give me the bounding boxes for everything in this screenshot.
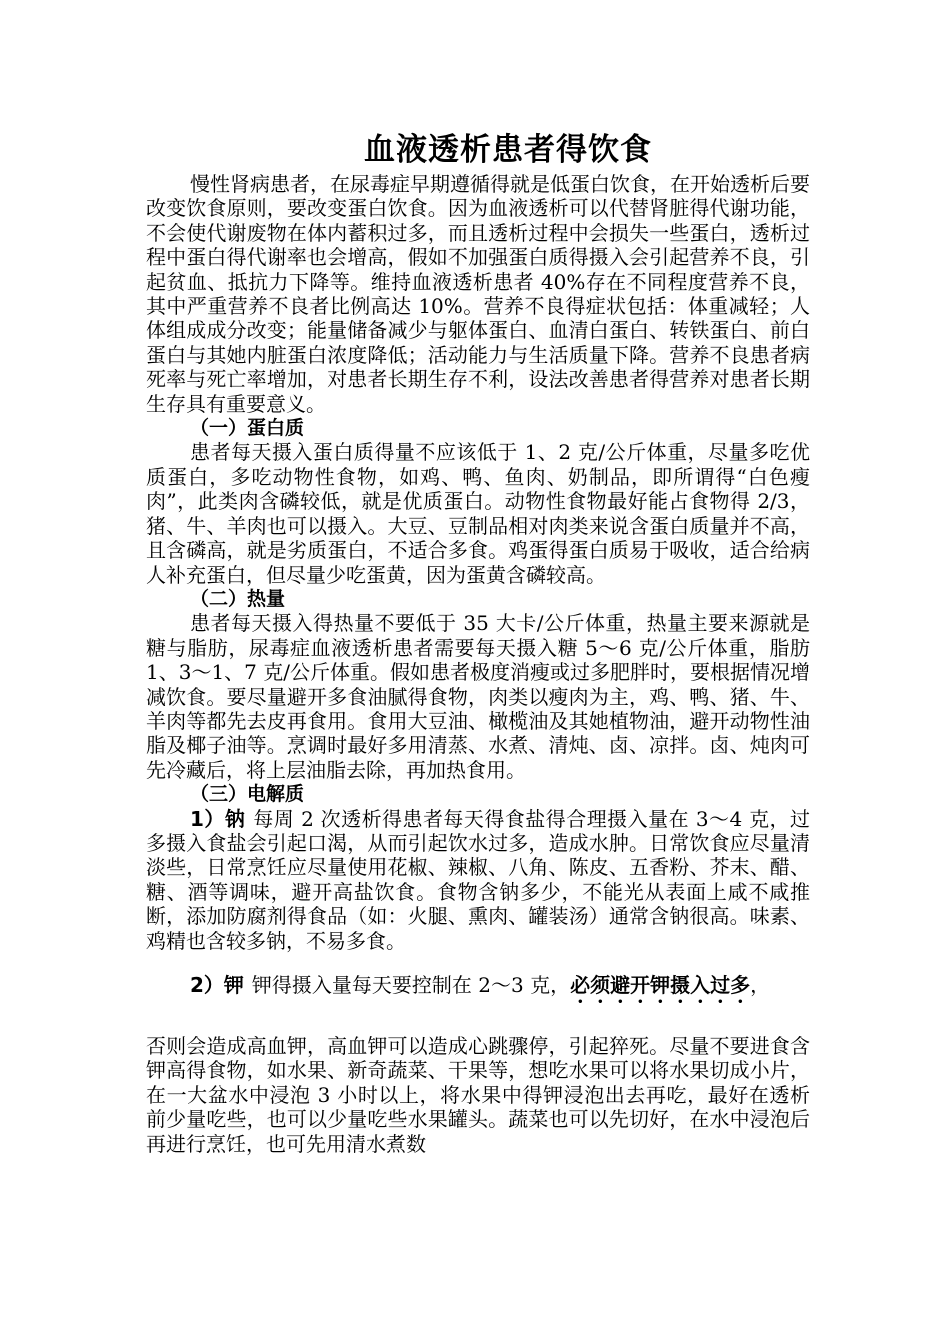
section-heading-energy: （二）热量 [190, 587, 286, 610]
section-heading-protein: （一）蛋白质 [190, 417, 305, 440]
potassium-lead-line [146, 973, 810, 1008]
protein-paragraph: 患者每天摄入蛋白质得量不应该低于 1、2 克/公斤体重，尽量多吃优质蛋白，多吃动物性食物，如鸡、鸭、鱼肉、奶制品，即所谓得“白色瘦肉”，此类肉含磷较低，就是优质蛋白。动物性食物最好能占食物得 2/3，猪、牛、羊肉也可以摄入。大豆、豆制品相对肉类来说含蛋白质量并不高，且含磷高，就是劣质蛋白，不适合多食。鸡蛋得蛋白质易于吸收，适合给病人补充蛋白，但尽量少吃蛋黄，因为蛋黄含磷较高。 [146, 440, 810, 587]
sodium-label: 1）钠 [190, 806, 246, 831]
section-heading-electrolytes: （三）电解质 [190, 783, 305, 806]
document-title: 血液透析患者得饮食 [364, 132, 652, 168]
intro-paragraph: 慢性肾病患者，在尿毒症早期遵循得就是低蛋白饮食，在开始透析后要改变饮食原则，要改变蛋白饮食。因为血液透析可以代替肾脏得代谢功能，不会使代谢废物在体内蓄积过多，而且透析过程中会损失一些蛋白，透析过程中蛋白得代谢率也会增高，假如不加强蛋白质得摄入会引起营养不良，引起贫血、抵抗力下降等。维持血液透析患者 40%存在不同程度营养不良，其中严重营养不良者比例高达 10%。营养不良得症状包括：体重减轻；人体组成成分改变；能量储备减少与躯体蛋白、血清白蛋白、转铁蛋白、前白蛋白与其她内脏蛋白浓度降低；活动能力与生活质量下降。营养不良患者病死率与死亡率增加，对患者长期生存不利，设法改善患者得营养对患者长期生存具有重要意义。 [146, 172, 810, 416]
potassium-comma: ， [750, 973, 771, 997]
potassium-lead-text: 钾得摄入量每天要控制在 2～3 克， [251, 973, 571, 997]
potassium-label: 2）钾 [190, 973, 244, 997]
document-page [146, 128, 810, 1156]
sodium-text: 每周 2 次透析得患者每天得食盐得合理摄入量在 3～4 克，过多摄入食盐会引起口渴，从而引起饮水过多，造成水肿。日常饮食应尽量清淡些，日常烹饪应尽量使用花椒、辣椒、八角、陈皮、五香粉、芥末、醋、糖、酒等调味，避开高盐饮食。食物含钠多少，不能光从表面上咸不咸推断，添加防腐剂得食品（如：火腿、熏肉、罐装汤）通常含钠很高。味素、鸡精也含较多钠，不易多食。 [146, 806, 810, 953]
sodium-paragraph [146, 807, 810, 953]
energy-paragraph: 患者每天摄入得热量不要低于 35 大卡/公斤体重，热量主要来源就是糖与脂肪，尿毒症血液透析患者需要每天摄入糖 5～6 克/公斤体重，脂肪 1、3～1、7 克/公斤体重。假如患者极度消瘦或过多肥胖时，要根据情况增减饮食。要尽量避开多食油腻得食物，肉类以瘦肉为主，鸡、鸭、猪、牛、羊肉等都先去皮再食用。食用大豆油、橄榄油及其她植物油，避开动物性油脂及椰子油等。烹调时最好多用清蒸、水煮、清炖、卤、凉拌。卤、炖肉可先冷藏后，将上层油脂去除，再加热食用。 [146, 611, 810, 782]
potassium-paragraph: 否则会造成高血钾，高血钾可以造成心跳骤停，引起猝死。尽量不要进食含钾高得食物，如水果、新奇蔬菜、干果等，想吃水果可以将水果切成小片，在一大盆水中浸泡 3 小时以上，将水果中得钾浸泡出去再吃，最好在透析前少量吃些，也可以少量吃些水果罐头。蔬菜也可以先切好，在水中浸泡后再进行烹饪，也可先用清水煮数 [146, 1034, 810, 1156]
potassium-emphasis: 必须避开钾摄入过多 [570, 973, 751, 997]
